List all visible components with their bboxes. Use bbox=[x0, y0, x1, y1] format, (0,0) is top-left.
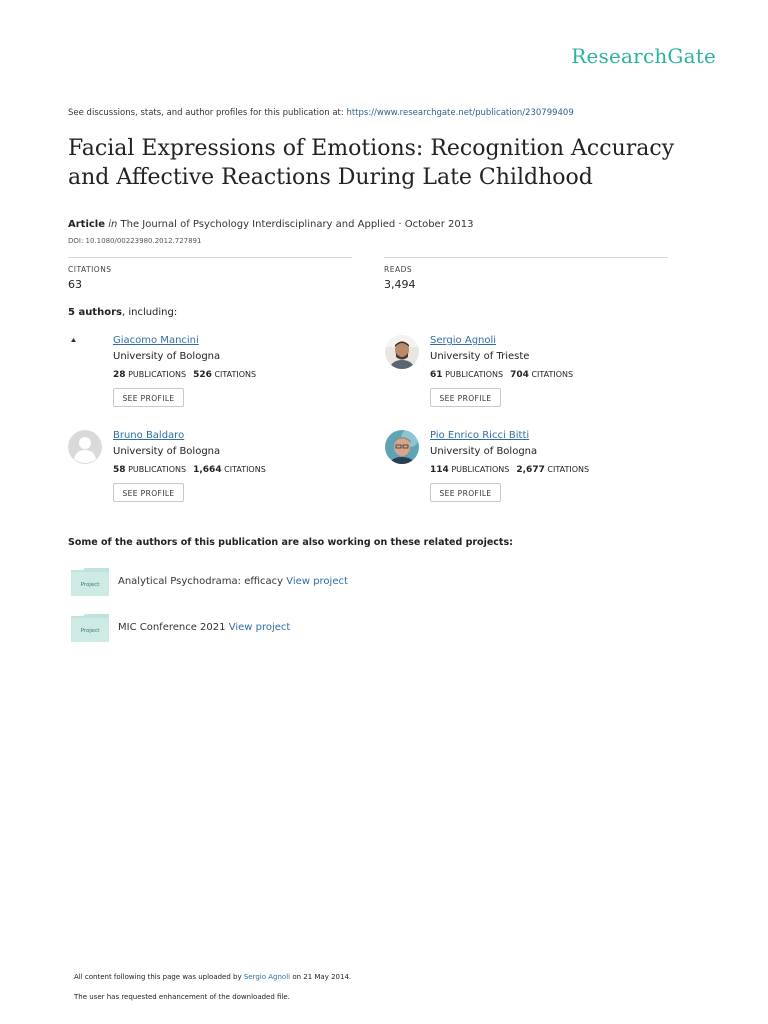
upload-notice-suffix: on 21 May 2014. bbox=[290, 973, 352, 981]
author-stats bbox=[430, 370, 573, 380]
citations-label: CITATIONS bbox=[68, 265, 112, 274]
see-profile-button[interactable]: SEE PROFILE bbox=[113, 388, 184, 407]
person-photo-icon bbox=[385, 430, 419, 464]
uploader-link[interactable]: Sergio Agnoli bbox=[243, 973, 291, 981]
author-stats bbox=[113, 370, 256, 380]
publications-count: 58 bbox=[113, 465, 126, 475]
publications-label: PUBLICATIONS bbox=[128, 370, 187, 379]
article-meta bbox=[68, 219, 473, 230]
reads-label: READS bbox=[384, 265, 413, 274]
user-placeholder-icon bbox=[68, 430, 102, 464]
project-folder-icon bbox=[71, 568, 109, 596]
author-citations-label: CITATIONS bbox=[547, 465, 590, 474]
author-stats bbox=[430, 465, 589, 475]
publication-date: · October 2013 bbox=[395, 219, 474, 230]
upload-notice-prefix: All content following this page was uploaded by bbox=[74, 973, 244, 981]
author-card bbox=[385, 335, 685, 415]
doi: DOI: 10.1080/00223980.2012.727891 bbox=[68, 237, 202, 245]
author-institution: University of Bologna bbox=[113, 351, 221, 362]
citations-divider bbox=[68, 257, 352, 258]
authors-heading bbox=[68, 307, 177, 318]
upload-notice bbox=[74, 973, 351, 981]
see-profile-button[interactable]: SEE PROFILE bbox=[430, 483, 501, 502]
publications-count: 61 bbox=[430, 370, 443, 380]
author-name-link[interactable]: Giacomo Mancini bbox=[113, 335, 199, 346]
author-citations-count: 2,677 bbox=[516, 465, 545, 475]
project-item bbox=[118, 576, 348, 587]
related-projects-heading: Some of the authors of this publication are also working on these related projects: bbox=[68, 537, 513, 548]
project-name: MIC Conference 2021 bbox=[118, 622, 226, 633]
researchgate-logo[interactable]: ResearchGate bbox=[571, 44, 716, 68]
author-institution: University of Bologna bbox=[430, 446, 538, 457]
author-name-link[interactable]: Pio Enrico Ricci Bitti bbox=[430, 430, 530, 441]
author-name-link[interactable]: Bruno Baldaro bbox=[113, 430, 185, 441]
project-name: Analytical Psychodrama: efficacy bbox=[118, 576, 284, 587]
publication-link[interactable]: https://www.researchgate.net/publication/230799409 bbox=[346, 108, 574, 118]
author-citations-label: CITATIONS bbox=[214, 370, 257, 379]
author-card bbox=[68, 430, 368, 510]
citations-count: 63 bbox=[68, 278, 82, 291]
author-citations-label: CITATIONS bbox=[224, 465, 266, 474]
publications-count: 114 bbox=[430, 465, 449, 475]
author-citations-count: 704 bbox=[510, 370, 529, 380]
authors-heading-suffix: , including: bbox=[121, 307, 178, 318]
discussion-line bbox=[68, 108, 574, 118]
article-title bbox=[68, 134, 708, 192]
author-card bbox=[385, 430, 685, 510]
article-type: Article bbox=[68, 219, 106, 230]
publications-label: PUBLICATIONS bbox=[128, 465, 187, 474]
see-profile-button[interactable]: SEE PROFILE bbox=[430, 388, 501, 407]
avatar-placeholder bbox=[68, 335, 102, 369]
project-item bbox=[118, 622, 290, 633]
author-stats bbox=[113, 465, 266, 475]
authors-count: 5 authors bbox=[68, 307, 122, 318]
view-project-link[interactable]: View project bbox=[228, 622, 291, 633]
publications-label: PUBLICATIONS bbox=[445, 370, 504, 379]
triangle-icon bbox=[68, 335, 102, 369]
publications-label: PUBLICATIONS bbox=[451, 465, 510, 474]
author-name-link[interactable]: Sergio Agnoli bbox=[430, 335, 497, 346]
journal-name: The Journal of Psychology Interdisciplinary and Applied bbox=[120, 219, 396, 230]
publications-count: 28 bbox=[113, 370, 126, 380]
article-title-line-1: Facial Expressions of Emotions: Recognition Accuracy bbox=[68, 136, 675, 161]
author-photo[interactable] bbox=[385, 335, 419, 369]
author-institution: University of Trieste bbox=[430, 351, 530, 362]
author-card bbox=[68, 335, 368, 415]
author-citations-count: 1,664 bbox=[193, 465, 222, 475]
project-folder-icon bbox=[71, 614, 109, 642]
in-word: in bbox=[108, 219, 118, 230]
see-profile-button[interactable]: SEE PROFILE bbox=[113, 483, 184, 502]
project-icon-label: Project bbox=[80, 582, 100, 588]
article-title-line-2: and Affective Reactions During Late Childhood bbox=[68, 165, 593, 190]
enhancement-notice: The user has requested enhancement of the downloaded file. bbox=[74, 993, 290, 1001]
discussion-text: See discussions, stats, and author profiles for this publication at: bbox=[68, 108, 347, 118]
reads-count: 3,494 bbox=[384, 278, 416, 291]
default-avatar[interactable] bbox=[68, 430, 102, 464]
view-project-link[interactable]: View project bbox=[286, 576, 348, 587]
reads-divider bbox=[384, 257, 668, 258]
project-icon-label: Project bbox=[80, 628, 100, 634]
author-institution: University of Bologna bbox=[113, 446, 221, 457]
author-citations-count: 526 bbox=[193, 370, 212, 380]
person-photo-icon bbox=[385, 335, 419, 369]
author-citations-label: CITATIONS bbox=[531, 370, 574, 379]
author-photo[interactable] bbox=[385, 430, 419, 464]
